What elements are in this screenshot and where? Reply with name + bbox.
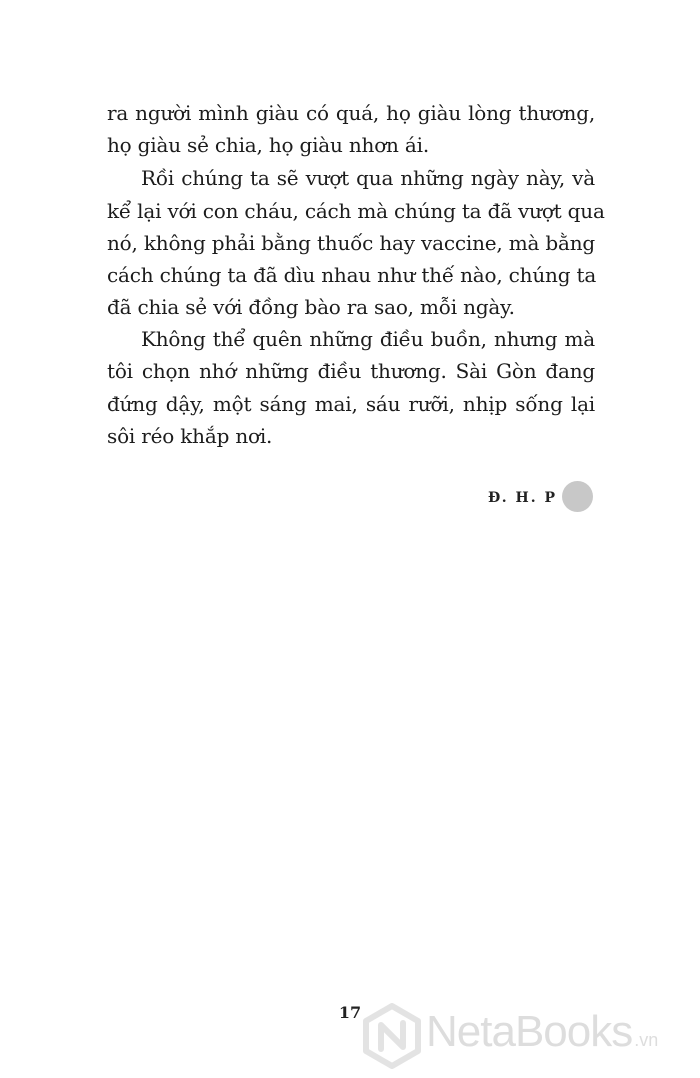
watermark-suffix: .vn xyxy=(634,1030,659,1050)
signature-dot-icon xyxy=(562,481,593,512)
text-line: tôi chọn nhớ những điều thương. Sài Gòn đang xyxy=(107,359,595,383)
text-line: sôi réo khắp nơi. xyxy=(107,424,273,448)
watermark-brand: NetaBooks xyxy=(426,1007,633,1056)
text-line: Rồi chúng ta sẽ vượt qua những ngày này, và xyxy=(141,166,595,190)
text-line: họ giàu sẻ chia, họ giàu nhơn ái. xyxy=(107,133,429,157)
page-number: 17 xyxy=(338,1003,362,1022)
text-line: đã chia sẻ với đồng bào ra sao, mỗi ngày. xyxy=(107,295,515,319)
text-line: Không thể quên những điều buồn, nhưng mà xyxy=(141,327,595,351)
text-line: cách chúng ta đã dìu nhau như thế nào, chúng ta xyxy=(107,263,597,287)
author-signature: Đ. H. P xyxy=(488,490,557,506)
text-line: ra người mình giàu có quá, họ giàu lòng thương, xyxy=(107,101,595,125)
netabooks-logo-icon xyxy=(362,1003,422,1069)
watermark-text xyxy=(426,1007,658,1057)
text-line: kể lại với con cháu, cách mà chúng ta đã vượt qua xyxy=(107,199,605,223)
text-line: đứng dậy, một sáng mai, sáu rưỡi, nhịp sống lại xyxy=(107,392,595,416)
watermark xyxy=(362,1003,688,1069)
text-line: nó, không phải bằng thuốc hay vaccine, mà bằng xyxy=(107,231,595,255)
